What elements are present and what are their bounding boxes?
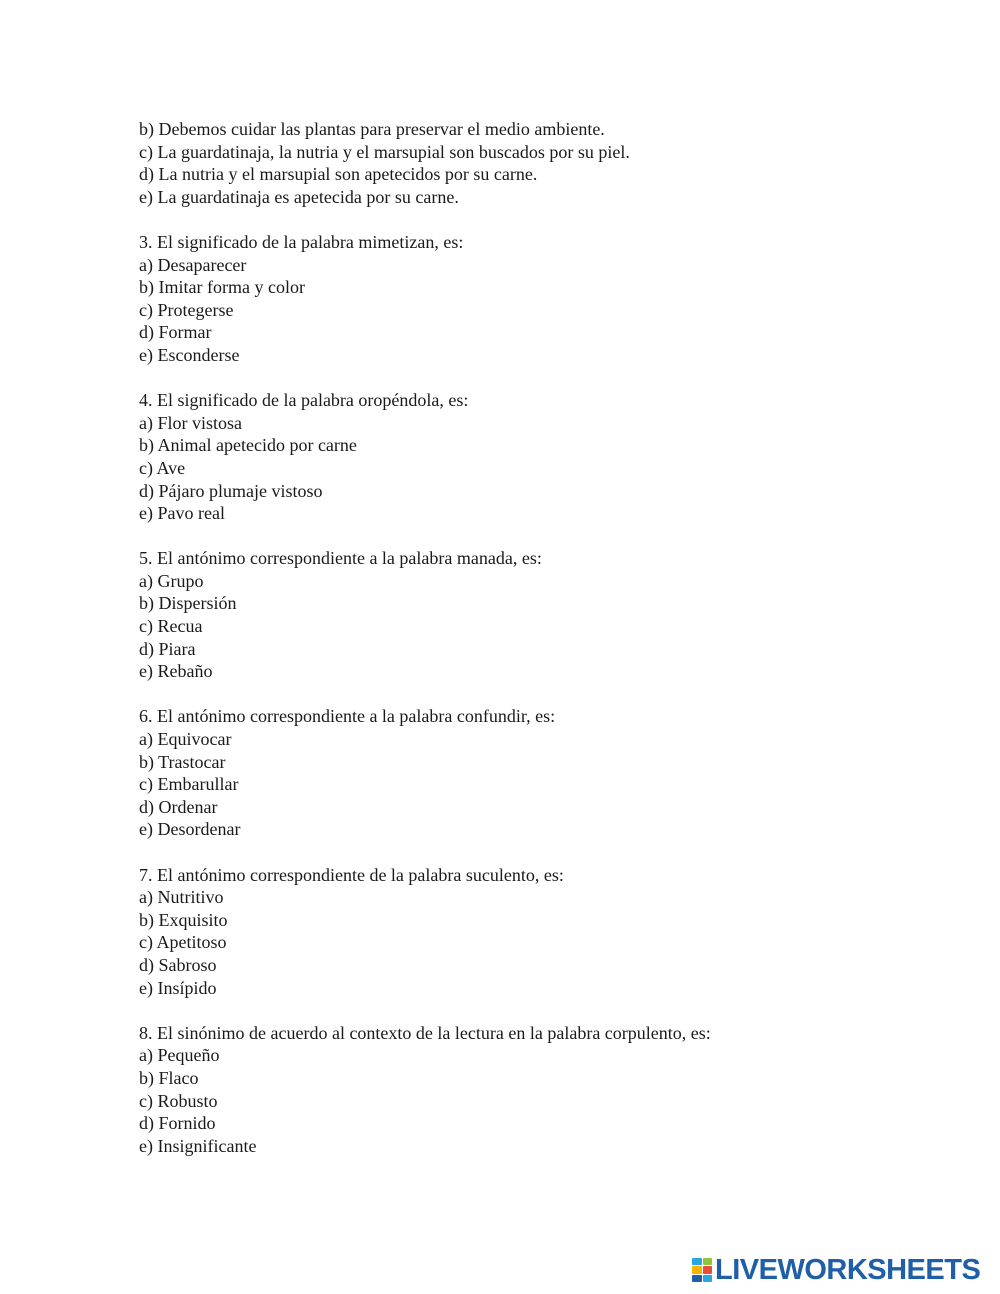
logo-tile <box>692 1266 702 1273</box>
option-line: c) Protegerse <box>139 299 234 320</box>
continuation-options <box>139 118 959 208</box>
question-8 <box>139 1022 959 1158</box>
liveworksheets-logo[interactable] <box>692 1255 980 1285</box>
logo-tile <box>703 1275 713 1282</box>
question-prompt: 4. El significado de la palabra oropéndola, es: <box>139 390 469 411</box>
option-line: d) Formar <box>139 322 212 343</box>
option-line: b) Trastocar <box>139 751 226 772</box>
logo-text: LIVEWORKSHEETS <box>715 1254 981 1286</box>
question-7 <box>139 864 959 1000</box>
option-line: c) Apetitoso <box>139 932 227 953</box>
option-line: d) Sabroso <box>139 954 217 975</box>
option-line: b) Flaco <box>139 1067 199 1088</box>
option-line: e) Pavo real <box>139 503 225 524</box>
option-line: c) Ave <box>139 457 186 478</box>
option-line: d) Piara <box>139 638 196 659</box>
option-line: b) Debemos cuidar las plantas para preservar el medio ambiente. <box>139 119 605 139</box>
option-line: a) Pequeño <box>139 1045 220 1066</box>
option-line: b) Exquisito <box>139 909 228 930</box>
question-prompt: 6. El antónimo correspondiente a la palabra confundir, es: <box>139 706 556 727</box>
option-line: a) Desaparecer <box>139 254 247 275</box>
option-line: d) Pájaro plumaje vistoso <box>139 480 323 501</box>
option-line: c) Recua <box>139 616 203 637</box>
logo-tile <box>703 1258 713 1265</box>
option-line: b) Imitar forma y color <box>139 277 305 298</box>
option-line: b) Dispersión <box>139 593 237 614</box>
option-line: e) Desordenar <box>139 819 241 840</box>
option-line: e) La guardatinaja es apetecida por su carne. <box>139 186 459 207</box>
liveworksheets-logo-icon <box>692 1258 712 1282</box>
option-line: d) Ordenar <box>139 796 218 817</box>
option-line: d) Fornido <box>139 1113 216 1134</box>
option-line: a) Flor vistosa <box>139 412 242 433</box>
option-line: c) Embarullar <box>139 774 239 795</box>
question-prompt: 3. El significado de la palabra mimetizan, es: <box>139 231 464 252</box>
logo-tile <box>692 1275 702 1282</box>
logo-tile <box>703 1266 713 1273</box>
question-5 <box>139 547 959 683</box>
logo-tile <box>692 1258 702 1265</box>
option-line: e) Rebaño <box>139 661 213 682</box>
question-4 <box>139 389 959 525</box>
question-prompt: 5. El antónimo correspondiente a la palabra manada, es: <box>139 548 542 569</box>
option-line: c) La guardatinaja, la nutria y el marsupial son buscados por su piel. <box>139 141 630 162</box>
option-line: b) Animal apetecido por carne <box>139 435 357 456</box>
worksheet-content <box>139 118 959 1157</box>
option-line: a) Nutritivo <box>139 887 224 908</box>
question-3 <box>139 231 959 367</box>
question-prompt: 7. El antónimo correspondiente de la palabra suculento, es: <box>139 864 564 885</box>
option-line: e) Insípido <box>139 977 217 998</box>
option-line: c) Robusto <box>139 1090 218 1111</box>
question-6 <box>139 705 959 841</box>
option-line: a) Grupo <box>139 570 204 591</box>
option-line: e) Esconderse <box>139 344 240 365</box>
question-prompt: 8. El sinónimo de acuerdo al contexto de la lectura en la palabra corpulento, es: <box>139 1022 711 1043</box>
option-line: d) La nutria y el marsupial son apetecidos por su carne. <box>139 164 538 185</box>
option-line: e) Insignificante <box>139 1135 257 1156</box>
option-line: a) Equivocar <box>139 729 232 750</box>
